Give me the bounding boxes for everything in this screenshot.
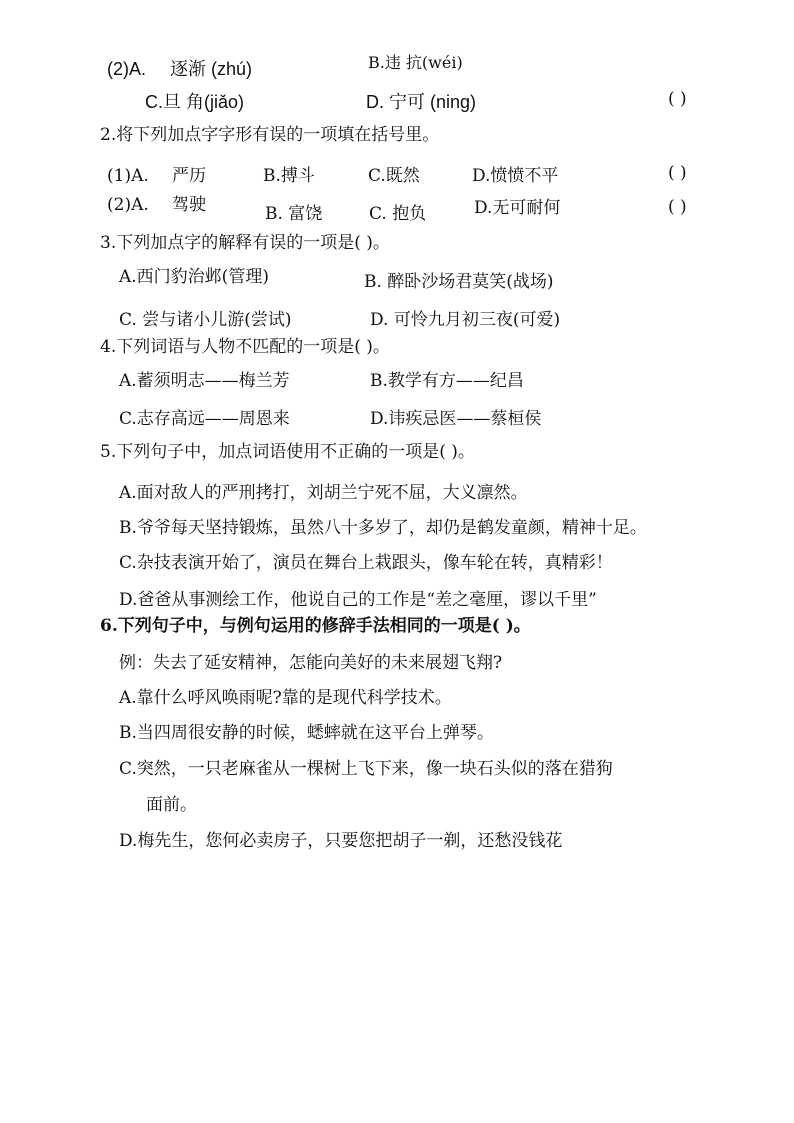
- q6-option-c-line2: 面前。: [146, 795, 197, 815]
- q1-part2-option-a: 逐渐 (zhú): [170, 59, 253, 79]
- q5-option-c: C.杂技表演开始了，演员在舞台上栽跟头，像车轮在转，真精彩！: [119, 553, 613, 573]
- q2-row2-option-c: C. 抱负: [369, 204, 427, 224]
- q2-row1-option-b: B.搏斗: [263, 166, 315, 186]
- q1-part2-option-b: B.违 抗(wéi): [368, 53, 463, 72]
- q4-option-c: C.志存高远——周恩来: [119, 409, 290, 429]
- q3-stem: 3.下列加点字的解释有误的一项是( )。: [100, 233, 390, 253]
- q6-option-d: D.梅先生，您何必卖房子，只要您把胡子一剃，还愁没钱花: [119, 831, 563, 851]
- q6-option-a: A.靠什么呼风唤雨呢?靠的是现代科学技术。: [119, 688, 452, 708]
- q1-part2-label: (2)A.: [107, 59, 147, 79]
- q4-option-b: B.教学有方——纪昌: [370, 371, 524, 391]
- q6-option-c-line1: C.突然，一只老麻雀从一棵树上飞下来，像一块石头似的落在猎狗: [119, 759, 613, 779]
- q4-option-d: D.讳疾忌医——蔡桓侯: [370, 409, 542, 429]
- q2-row2-label: (2)A.: [107, 195, 149, 215]
- q3-option-d: D. 可怜九月初三夜(可爱): [370, 310, 561, 330]
- q1-part2-answer-paren: ( ): [668, 89, 687, 109]
- q4-stem: 4.下列词语与人物不匹配的一项是( )。: [100, 337, 390, 357]
- q3-option-b: B. 醉卧沙场君莫笑(战场): [364, 272, 554, 292]
- q3-option-c: C. 尝与诸小儿游(尝试): [119, 310, 292, 330]
- q2-row1-label: (1)A.: [107, 166, 149, 186]
- q1-part2-option-c: C.旦 角(jiǎo): [145, 92, 245, 112]
- q2-row2-option-a: 驾驶: [172, 195, 206, 215]
- q3-option-a: A.西门豹治邺(管理): [119, 267, 269, 287]
- q2-row1-option-a: 严历: [172, 166, 206, 186]
- q2-row2-option-b: B. 富饶: [265, 204, 323, 224]
- q6-example: 例：失去了延安精神，怎能向美好的未来展翅飞翔?: [119, 653, 503, 673]
- q6-stem: 6.下列句子中，与例句运用的修辞手法相同的一项是( )。: [100, 616, 531, 636]
- q5-option-b: B.爷爷每天坚持锻炼，虽然八十多岁了，却仍是鹤发童颜，精神十足。: [119, 518, 647, 538]
- q5-option-a: A.面对敌人的严刑拷打，刘胡兰宁死不屈，大义凛然。: [119, 483, 528, 503]
- q5-stem: 5.下列句子中，加点词语使用不正确的一项是( )。: [100, 442, 475, 462]
- q2-row2-answer-paren: ( ): [668, 197, 687, 217]
- q2-row1-option-d: D.愤愤不平: [472, 166, 559, 186]
- q4-option-a: A.蓄须明志——梅兰芳: [119, 371, 290, 391]
- q2-row1-option-c: C.既然: [368, 166, 420, 186]
- q5-option-d: D.爸爸从事测绘工作，他说自己的工作是“差之毫厘，谬以千里”: [119, 590, 597, 610]
- q2-stem: 2.将下列加点字字形有误的一项填在括号里。: [100, 125, 440, 145]
- q2-row1-answer-paren: ( ): [668, 163, 687, 183]
- q1-part2-option-d: D. 宁可 (ning): [366, 92, 477, 112]
- q2-row2-option-d: D.无可耐何: [474, 198, 561, 218]
- q6-option-b: B.当四周很安静的时候，蟋蟀就在这平台上弹琴。: [119, 723, 494, 743]
